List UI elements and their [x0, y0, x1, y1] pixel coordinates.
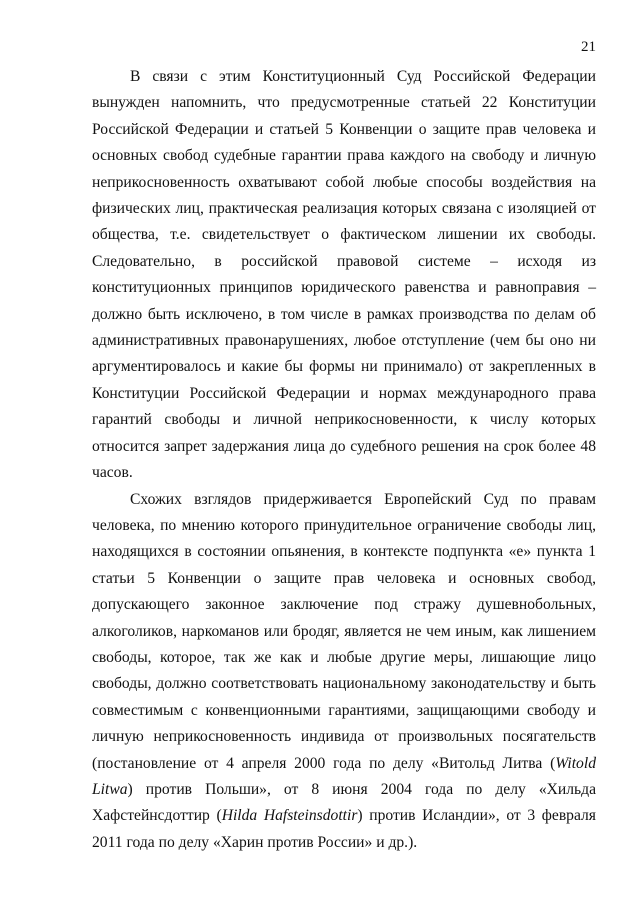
- paragraph-2-text-2: ) против Польши», от 8 июня 2004 года по делу «Хильда Хафстейнсдоттир (: [92, 780, 596, 825]
- paragraph-1: В связи с этим Конституционный Суд Российской Федерации вынужден напомнить, что предусмотренные статьей 22 Конституции Российской Федерации и статьей 5 Конвенции о защите прав человека и основных свобод судебные гарантии права каждого на свободу и личную неприкосновенность охватывают собой любые способы воздействия на физических лиц, практическая реализация которых связана с изоляцией от общества, т.е. свидетельствует о фактическом лишении их свободы. Следовательно, в российской правовой системе – исходя из конституционных принципов юридического равенства и равноправия – должно быть исключено, в том числе в рамках производства по делам об административных правонарушениях, любое отступление (чем бы оно ни аргументировалось и какие бы формы ни принимало) от закрепленных в Конституции Российской Федерации и нормах международного права гарантий свободы и личной неприкосновенности, к числу которых относится запрет задержания лица до судебного решения на срок более 48 часов.: [92, 68, 596, 482]
- case-name-witold-litwa: Witold Litwa: [92, 754, 596, 798]
- paragraph-2-text-3: ) против Исландии», от 3 февраля 2011 года по делу «Харин против России» и др.).: [92, 807, 596, 851]
- paragraph-2-text-1: Схожих взглядов придерживается Европейский Суд по правам человека, по мнению которого принудительное ограничение свободы лиц, находящихся в состоянии опьянения, в контексте подпункта «е» пункта 1 статьи 5 Конвенции о защите прав человека и основных свобод, допускающего законное заключение под стражу душевнобольных, алкоголиков, наркоманов или бродяг, является не чем иным, как лишением свободы, которое, так же как и любые другие меры, лишающие лицо свободы, должно соответствовать национальному законодательству и быть совместимым с конвенционными гарантиями, защищающими свободу и личную неприкосновенность индивида от произвольных посягательств (постановление от 4 апреля 2000 года по делу «Витольд Литва (: [92, 490, 596, 772]
- case-name-hilda-hafsteinsdottir: Hilda Hafsteinsdottir: [221, 807, 358, 825]
- text-body: [92, 64, 596, 856]
- page-number: 21: [581, 39, 596, 55]
- paragraph-2: [92, 487, 596, 857]
